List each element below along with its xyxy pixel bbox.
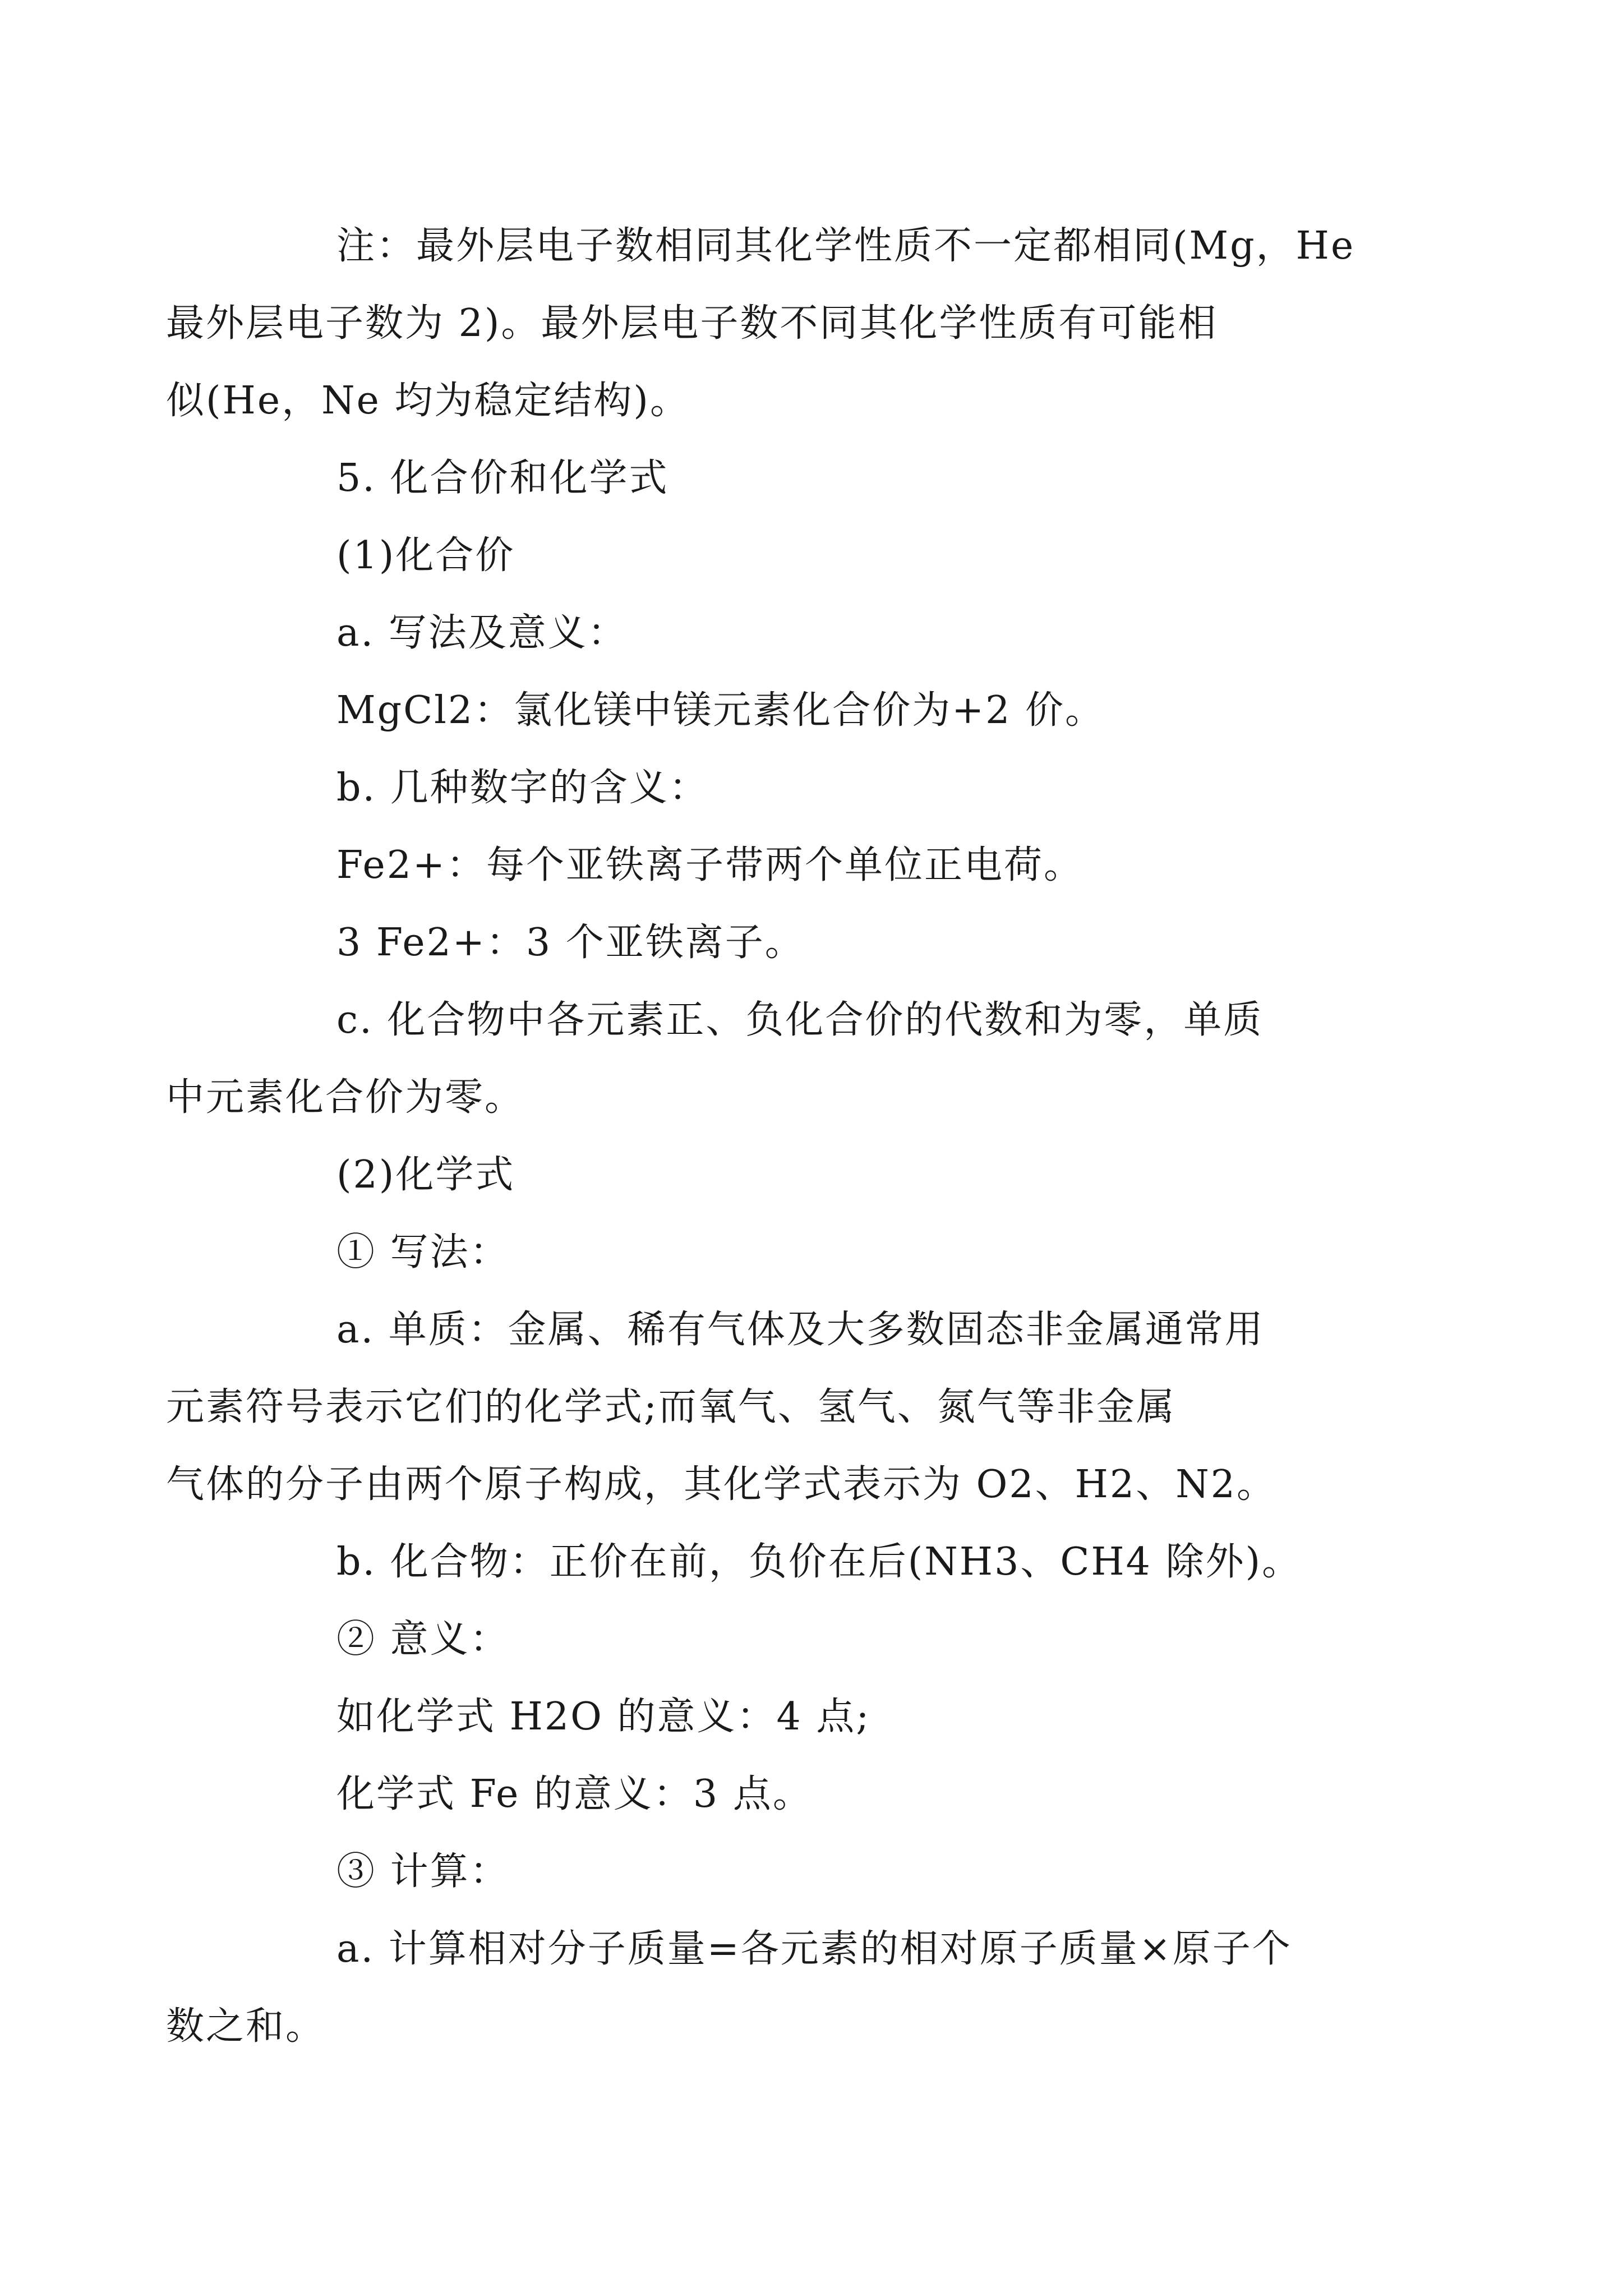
text-line: ② 意义： [336, 1617, 510, 1662]
section-heading-5 [251, 440, 1395, 517]
paragraph-c-sum-zero [166, 982, 1395, 1137]
paragraph-mgcl2 [251, 672, 1395, 749]
text-line: (2)化学式 [336, 1153, 515, 1197]
text-line: a. 写法及意义： [336, 611, 628, 655]
paragraph-meaning [251, 1601, 1395, 1678]
text-line: 气体的分子由两个原子构成，其化学式表示为 O2、H2、N2。 [166, 1462, 1276, 1507]
text-line: 数之和。 [166, 2004, 326, 2049]
text-line: b. 化合物：正价在前，负价在后(NH3、CH4 除外)。 [336, 1540, 1302, 1584]
text-line: Fe2+：每个亚铁离子带两个单位正电荷。 [336, 843, 1083, 887]
paragraph-fe [251, 1756, 1395, 1833]
document-body [166, 208, 1395, 2065]
subsection-heading-valence [251, 517, 1395, 595]
text-line: c. 化合物中各元素正、负化合价的代数和为零，单质 [336, 998, 1264, 1042]
text-line: a. 单质：金属、稀有气体及大多数固态非金属通常用 [336, 1308, 1265, 1352]
paragraph-a-elements [166, 1291, 1395, 1524]
paragraph-b-numbers [251, 749, 1395, 827]
text-line: 3 Fe2+：3 个亚铁离子。 [336, 921, 805, 965]
text-line: 如化学式 H2O 的意义：4 点; [336, 1695, 871, 1739]
text-line: ③ 计算： [336, 1849, 510, 1894]
paragraph-a-molecular-mass [166, 1911, 1395, 2065]
text-line: b. 几种数字的含义： [336, 766, 709, 810]
text-line: 元素符号表示它们的化学式;而氧气、氢气、氮气等非金属 [166, 1385, 1176, 1429]
text-line: MgCl2：氯化镁中镁元素化合价为+2 价。 [336, 688, 1105, 733]
paragraph-a-writing [251, 595, 1395, 672]
paragraph-note [166, 208, 1395, 440]
text-line: a. 计算相对分子质量=各元素的相对原子质量×原子个 [336, 1927, 1292, 1971]
paragraph-h2o [251, 1678, 1395, 1756]
paragraph-writing-method [251, 1214, 1395, 1291]
text-line: 化学式 Fe 的意义：3 点。 [336, 1772, 813, 1816]
paragraph-calculation [251, 1833, 1395, 1911]
text-line: (1)化合价 [336, 533, 515, 578]
text-line: ① 写法： [336, 1230, 510, 1274]
text-line: 5. 化合价和化学式 [336, 456, 669, 500]
text-line: 最外层电子数为 2)。最外层电子数不同其化学性质有可能相 [166, 301, 1218, 346]
paragraph-b-compounds [251, 1524, 1395, 1601]
paragraph-fe2plus [251, 827, 1395, 904]
text-line: 似(He，Ne 均为稳定结构)。 [166, 379, 690, 423]
text-line: 注：最外层电子数相同其化学性质不一定都相同(Mg，He [336, 224, 1355, 268]
text-line: 中元素化合价为零。 [166, 1075, 525, 1120]
subsection-heading-formula [251, 1137, 1395, 1214]
paragraph-3fe2plus [251, 904, 1395, 982]
